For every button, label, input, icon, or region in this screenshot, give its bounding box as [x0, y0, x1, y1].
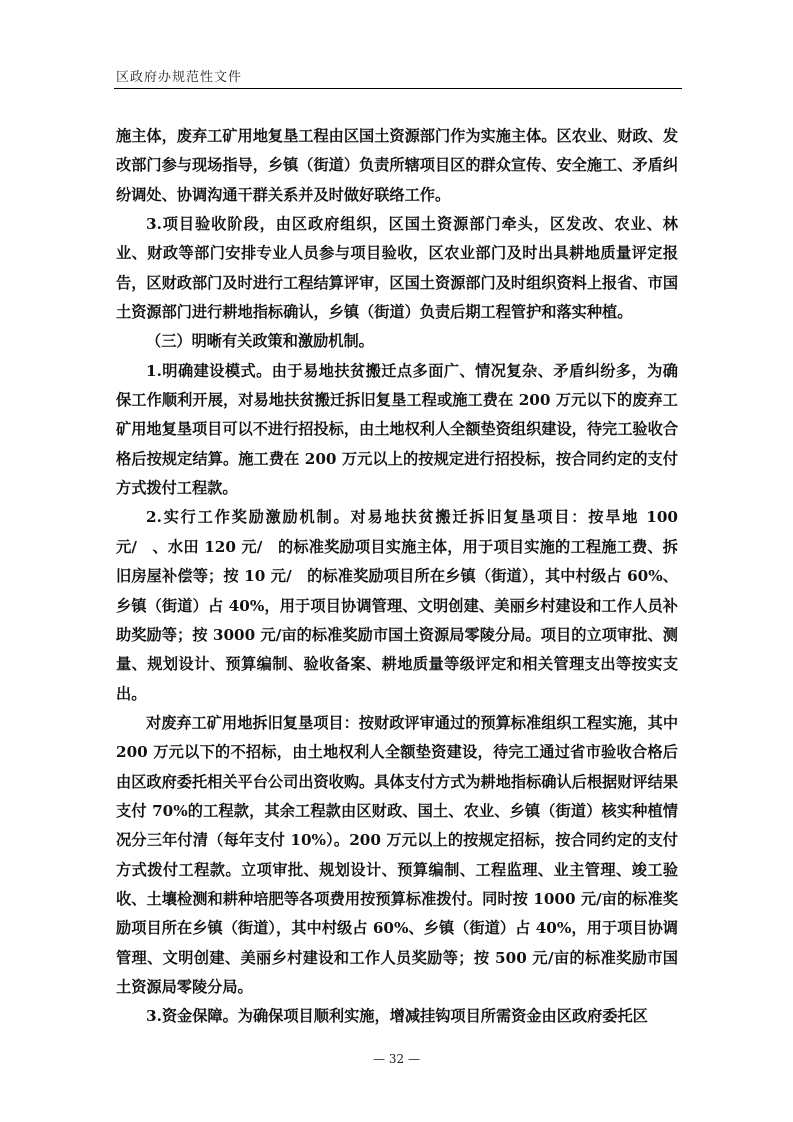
paragraph-construction-mode: 1.明确建设模式。由于易地扶贫搬迁点多面广、情况复杂、矛盾纠纷多，为确保工作顺利开展，对易地扶贫搬迁拆旧复垦工程或施工费在 200 万元以下的废弃工矿用地复垦项目可以不进行招投标，由土地权利人全额垫资组织建设，待完工验收合格后按规定结算。施工费在 200 万元以上的按规定进行招投标，按合同约定的支付方式拨付工程款。 — [116, 361, 678, 498]
paragraph-funding-guarantee: 3.资金保障。为确保项目顺利实施，增减挂钩项目所需资金由区政府委托区 — [146, 1007, 648, 1026]
paragraph-acceptance-stage: 3.项目验收阶段，由区政府组织，区国土资源部门牵头，区发改、农业、林业、财政等部门安排专业人员参与项目验收，区农业部门及时出具耕地质量评定报告，区财政部门及时进行工程结算评审，区国土资源部门及时组织资料上报省、市国土资源部门进行耕地指标确认，乡镇（街道）负责后期工程管护和落实种植。 — [116, 215, 678, 322]
paragraph-incentive-mechanism: 2.实行工作奖励激励机制。对易地扶贫搬迁拆旧复垦项目：按旱地 100 元/ 、水田 120 元/ 的标准奖励项目实施主体，用于项目实施的工程施工费、拆旧房屋补偿等；按 10 元/ 的标准奖励项目所在乡镇（街道），其中村级占 60%、乡镇（街道）占 40%，用于项目协调管理、文明创建、美丽乡村建设和工作人员补助奖励等；按 3000 元/亩的标准奖励市国土资源局零陵分局。项目的立项审批、测量、规划设计、预算编制、验收备案、耕地质量等级评定和相关管理支出等按实支出。 — [116, 508, 678, 703]
section-heading-policy-incentives: （三）明晰有关政策和激励机制。 — [146, 332, 374, 351]
page-number: — 32 — — [373, 1052, 420, 1066]
document-header: 区政府办规范性文件 — [116, 70, 243, 85]
paragraph-abandoned-mining-land: 对废弃工矿用地拆旧复垦项目：按财政评审通过的预算标准组织工程实施，其中 200 万元以下的不招标，由土地权利人全额垫资建设，待完工通过省市验收合格后由区政府委托相关平台公司出资收购。具体支付方式为耕地指标确认后根据财评结果支付 70%的工程款，其余工程款由区财政、国土、农业、乡镇（街道）核实种植情况分三年付清（每年支付 10%）。200 万元以上的按规定招标，按合同约定的支付方式拨付工程款。立项审批、规划设计、预算编制、工程监理、业主管理、竣工验收、土壤检测和耕种培肥等各项费用按预算标准拨付。同时按 1000 元/亩的标准奖励项目所在乡镇（街道），其中村级占 60%、乡镇（街道）占 40%，用于项目协调管理、文明创建、美丽乡村建设和工作人员奖励等；按 500 元/亩的标准奖励市国土资源局零陵分局。 — [116, 713, 678, 996]
header-rule — [114, 88, 682, 89]
paragraph-implementation-subject: 施主体，废弃工矿用地复垦工程由区国土资源部门作为实施主体。区农业、财政、发改部门参与现场指导，乡镇（街道）负责所辖项目区的群众宣传、安全施工、矛盾纠纷调处、协调沟通干群关系并及时做好联络工作。 — [116, 127, 678, 204]
document-body — [116, 122, 678, 1032]
